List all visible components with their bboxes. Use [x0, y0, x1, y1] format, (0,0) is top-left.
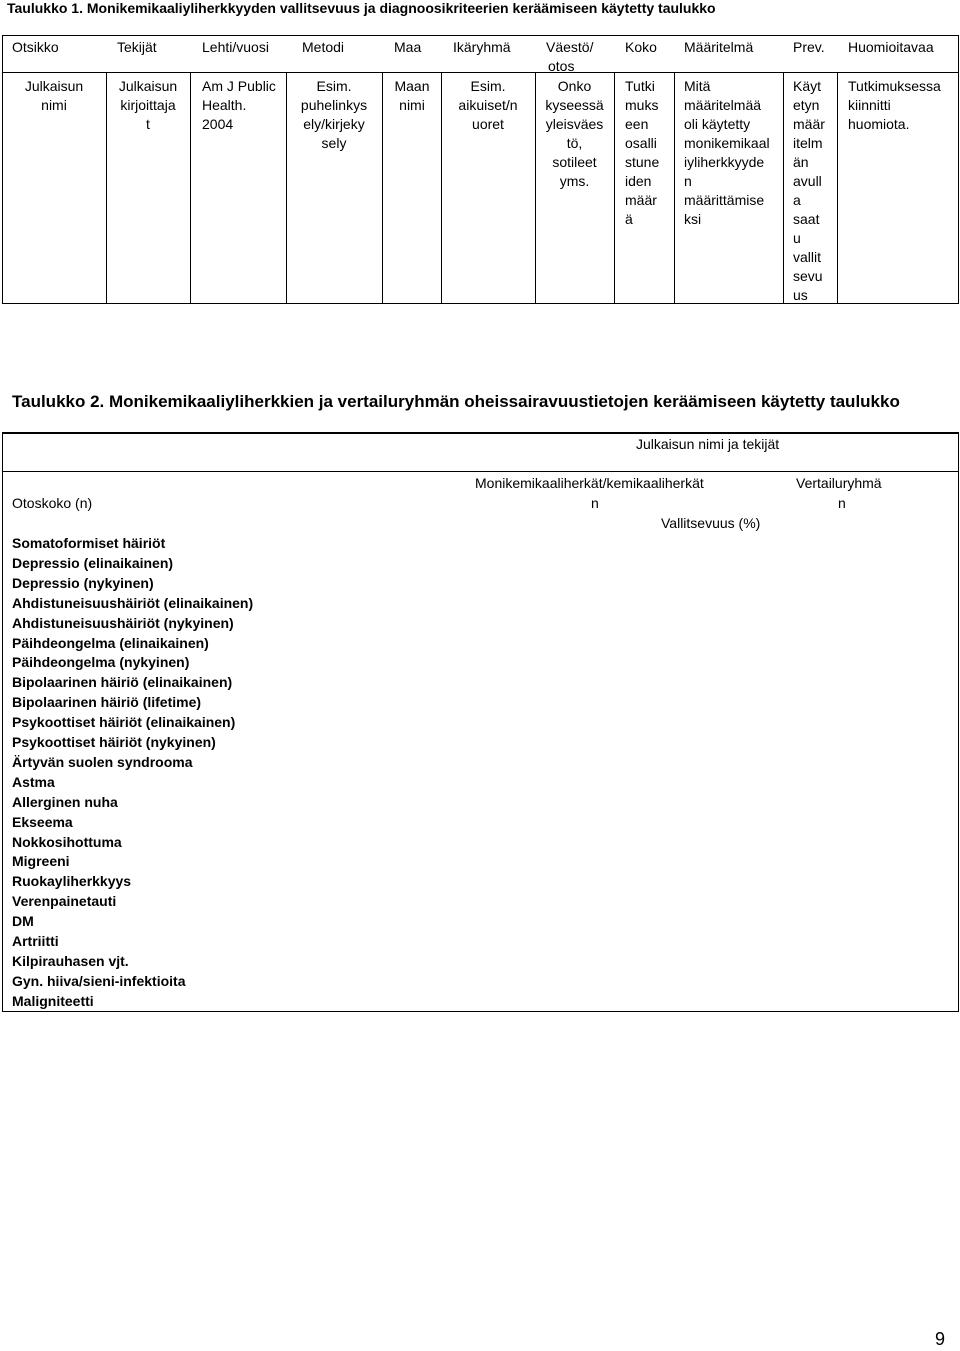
table1-cell-metodi: Esim. puhelinkys ely/kirjeky sely: [300, 78, 368, 151]
table1-cell-tekijat: Julkaisun kirjoittaja t: [118, 78, 178, 132]
table-row: Päihdeongelma (elinaikainen): [12, 634, 209, 651]
table2-title-text: Monikemikaaliyliherkkien ja vertailuryhmän oheissairavuustietojen keräämiseen käytetty taulukko: [109, 392, 900, 411]
table1-col-divider: [674, 72, 675, 303]
table1-cell-ikaryhma: Esim. aikuiset/n uoret: [458, 78, 518, 132]
table1-cell-otsikko: Julkaisun nimi: [24, 78, 84, 113]
table-row: Somatoformiset häiriöt: [12, 535, 166, 551]
table1-title: Taulukko 1. Monikemikaaliyliherkkyyden vallitsevuus ja diagnoosikriteerien keräämiseen käytetty taulukko: [7, 0, 716, 16]
table1-header-ikaryhma: Ikäryhmä: [453, 39, 511, 55]
table1: [0, 35, 960, 304]
table1-cell-koko: Tutki muks een osalli stune iden määr ä: [625, 78, 660, 227]
table-row: Astma: [12, 773, 55, 790]
table2-header-publication: Julkaisun nimi ja tekijät: [636, 436, 780, 452]
table1-header-prev: Prev.: [793, 39, 825, 55]
table2-prevalence-label: Vallitsevuus (%): [661, 515, 761, 531]
table2-header-divider: [2, 471, 959, 472]
table1-col-divider: [286, 72, 287, 303]
table1-header-vaesto: Väestö/: [546, 39, 594, 55]
table-row: Ärtyvän suolen syndrooma: [12, 753, 193, 770]
table-row: Depressio (nykyinen): [12, 574, 154, 591]
table-row: Artriitti: [12, 933, 59, 949]
table1-header-divider: [2, 72, 958, 73]
table-row: Psykoottiset häiriöt (elinaikainen): [12, 714, 236, 731]
table-row: Gyn. hiiva/sieni-infektioita: [12, 972, 186, 989]
table1-header-huomioitavaa: Huomioitavaa: [848, 39, 934, 55]
table-row: Bipolaarinen häiriö (elinaikainen): [12, 674, 233, 691]
table1-col-divider: [441, 72, 442, 303]
table1-cell-maaritelma: Mitä määritelmää oli käytetty monikemikaal iyliherkkyyde n määrittämise ksi: [684, 78, 770, 227]
table1-col-divider: [837, 72, 838, 303]
table1-col-divider: [382, 72, 383, 303]
table1-col-divider: [614, 72, 615, 303]
table1-cell-lehti: Am J Public Health. 2004: [202, 78, 276, 132]
table1-header-maaritelma: Määritelmä: [684, 39, 754, 55]
table-row: Ruokayliherkkyys: [12, 873, 132, 890]
table1-cell-huomioitavaa: Tutkimuksessa kiinnitti huomiota.: [848, 78, 941, 132]
table-row: Maligniteetti: [12, 992, 94, 1009]
table2-title-label: Taulukko 2.: [12, 392, 105, 411]
table-row: Kilpirauhasen vjt.: [12, 952, 129, 969]
table-row: Nokkosihottuma: [12, 833, 122, 850]
table1-header-tekijat: Tekijät: [117, 39, 157, 55]
table1-header-metodi: Metodi: [302, 39, 345, 55]
table1-header-maa: Maa: [394, 39, 422, 55]
table-row: Päihdeongelma (nykyinen): [12, 654, 190, 671]
table1-header-otos: otos: [548, 58, 575, 74]
table1-cell-maa: Maan nimi: [394, 78, 430, 113]
table2-sample-n-control: n: [838, 495, 846, 511]
table-row: Depressio (elinaikainen): [12, 554, 174, 571]
table2-header-group-mcs: Monikemikaaliherkät/kemikaaliherkät: [475, 475, 704, 491]
table-row: Psykoottiset häiriöt (nykyinen): [12, 734, 216, 750]
table1-header-otsikko: Otsikko: [12, 39, 59, 55]
table1-col-divider: [535, 72, 536, 303]
table2-title: [12, 392, 900, 412]
table-row: DM: [12, 913, 34, 930]
table1-col-divider: [783, 72, 784, 303]
table2-header-group-control: Vertailuryhmä: [796, 475, 882, 491]
table2-sample-n-mcs: n: [591, 495, 599, 511]
table-row: Migreeni: [12, 853, 70, 870]
table1-cell-prev: Käyt etyn määr itelm än avull a saat u vallit sevu us: [793, 78, 825, 303]
table1-header-koko: Koko: [625, 39, 657, 55]
table-row: Bipolaarinen häiriö (lifetime): [12, 694, 202, 711]
table-row: Ekseema: [12, 813, 73, 830]
table-row: Ahdistuneisuushäiriöt (elinaikainen): [12, 594, 254, 611]
table1-col-divider: [106, 72, 107, 303]
page-number: 9: [935, 1329, 946, 1349]
table-row: Allerginen nuha: [12, 793, 118, 810]
table1-cell-vaesto: Onko kyseessä yleisväes tö, sotileet yms.: [545, 78, 604, 189]
table-row: Verenpainetauti: [12, 893, 117, 910]
table1-header-lehti: Lehti/vuosi: [202, 39, 269, 55]
table1-col-divider: [190, 72, 191, 303]
table-row: Ahdistuneisuushäiriöt (nykyinen): [12, 614, 234, 631]
table2-sample-size-label: Otoskoko (n): [12, 495, 93, 511]
